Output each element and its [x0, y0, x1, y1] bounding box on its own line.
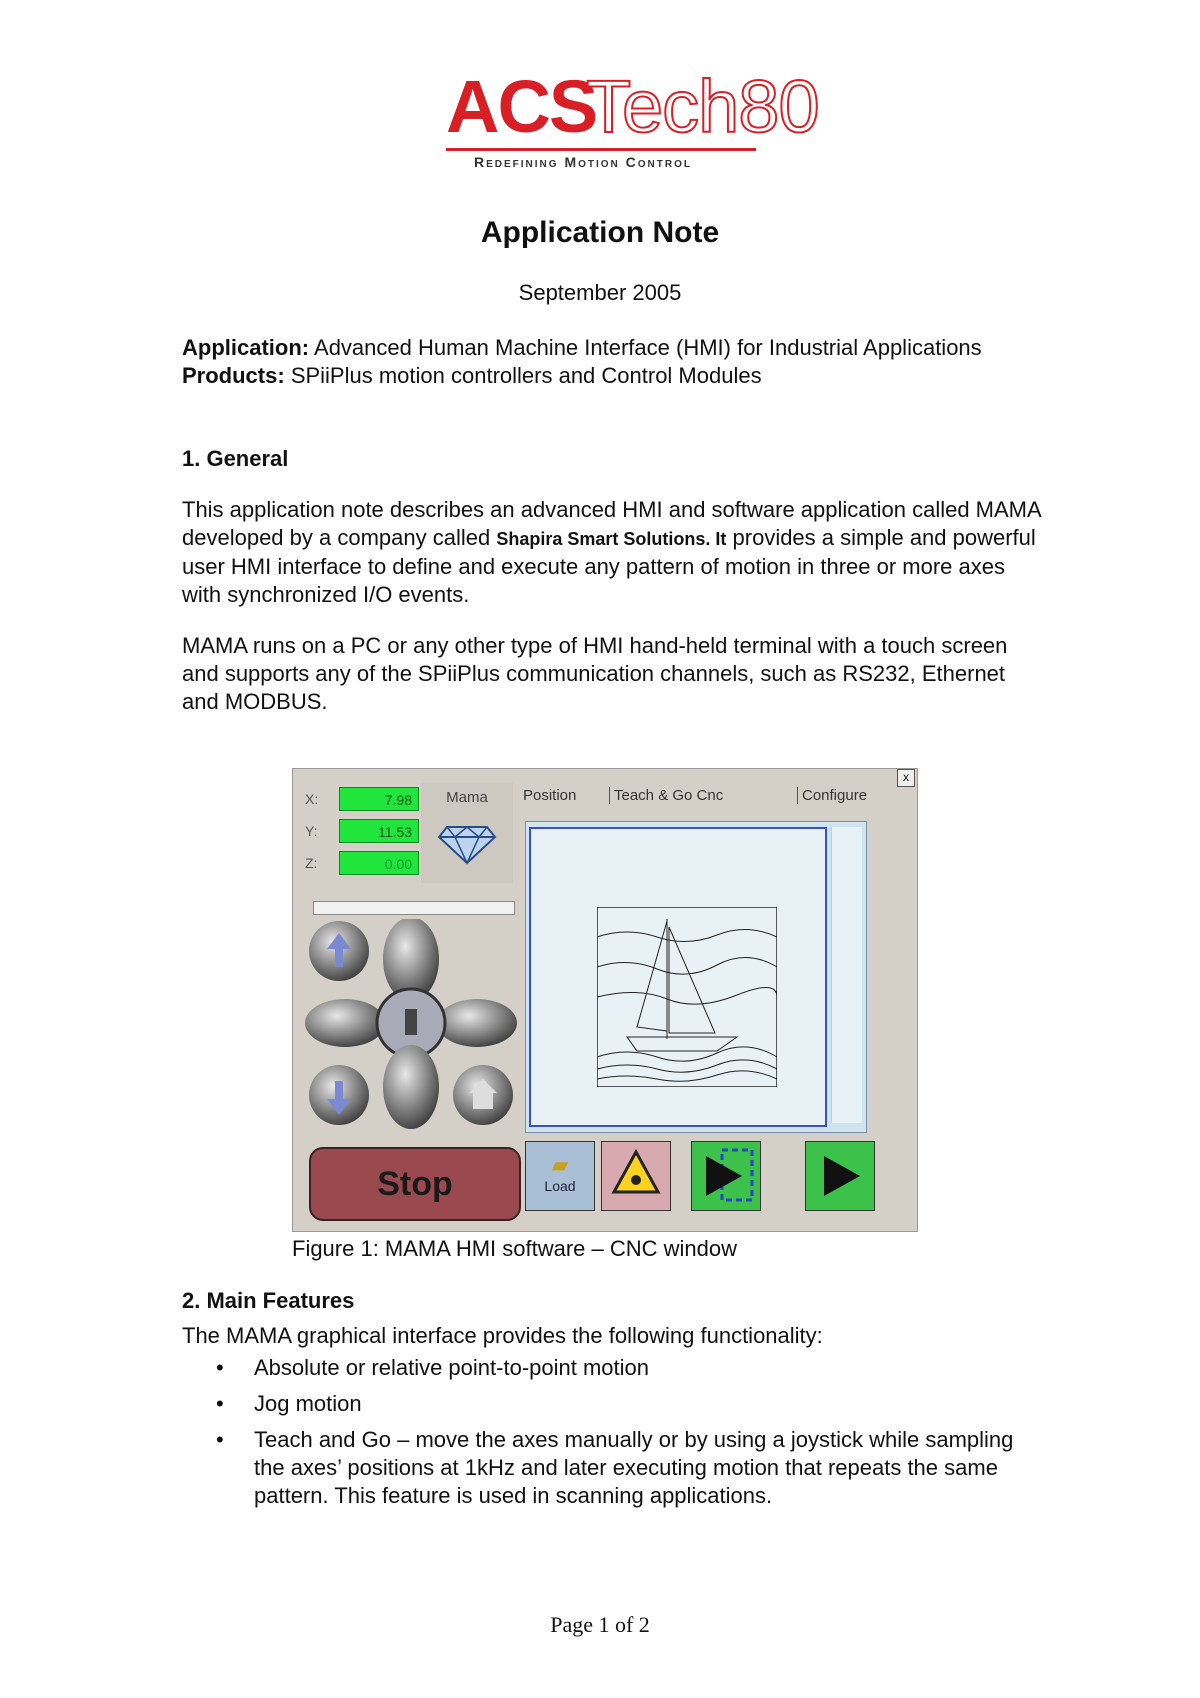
feature-list — [182, 1354, 1042, 1518]
logo-rule — [446, 148, 756, 151]
axis-label: Z: — [305, 855, 318, 871]
tab-configure[interactable]: Configure — [797, 787, 867, 804]
document-date: September 2005 — [518, 280, 682, 305]
axis-value: 7.98 — [339, 787, 419, 811]
axis-value: 11.53 — [339, 819, 419, 843]
list-item: • Jog motion — [182, 1390, 1042, 1418]
p1-company: Shapira Smart Solutions. It — [496, 529, 727, 549]
load-button[interactable] — [525, 1141, 595, 1211]
jog-right-button[interactable] — [437, 999, 517, 1047]
application-text: Advanced Human Machine Interface (HMI) for Industrial Applications — [314, 335, 982, 360]
axis-label: Y: — [305, 823, 318, 839]
diamond-icon — [437, 815, 497, 865]
play-icon — [806, 1142, 874, 1210]
section-2-heading: 2. Main Features — [182, 1288, 355, 1313]
company-logo — [446, 65, 819, 170]
speed-slider[interactable] — [313, 901, 515, 915]
sailboat-drawing — [597, 907, 777, 1087]
application-label: Application: — [182, 335, 310, 360]
folder-icon: ▰ — [551, 1152, 569, 1177]
jog-pad — [305, 919, 517, 1129]
stop-button[interactable]: Stop — [309, 1147, 521, 1221]
logo-brand-right: Tech80 — [586, 65, 819, 148]
section-2-intro: The MAMA graphical interface provides the following functionality: — [182, 1323, 823, 1348]
p1-text-b: provides a simple and powerful user HMI interface to define and execute any pattern of motion in three or more axes with synchronized I/O events. — [182, 525, 1036, 607]
page-title: Application Note — [480, 216, 720, 249]
p1-text-a: This application note describes an advanced HMI and software application called MAMA developed by a company called — [182, 497, 1041, 550]
close-icon[interactable]: x — [897, 769, 915, 787]
mama-logo-box — [421, 783, 513, 883]
preview-scrollbar[interactable] — [831, 827, 862, 1123]
tab-position[interactable]: Position — [523, 787, 577, 804]
run-button[interactable] — [805, 1141, 875, 1211]
products-label: Products: — [182, 363, 285, 388]
jog-down-button[interactable] — [383, 1045, 439, 1129]
mama-label: Mama — [446, 789, 488, 806]
jog-left-button[interactable] — [305, 999, 385, 1047]
step-play-icon — [692, 1142, 760, 1210]
products-text: SPiiPlus motion controllers and Control Modules — [290, 363, 762, 388]
axis-label: X: — [305, 791, 319, 807]
step-run-button[interactable] — [691, 1141, 761, 1211]
logo-tagline: Redefining Motion Control — [474, 154, 692, 170]
axis-value: 0.00 — [339, 851, 419, 875]
hmi-screenshot — [292, 768, 918, 1232]
section-1-paragraph-1 — [182, 496, 1042, 609]
figure-caption: Figure 1: MAMA HMI software – CNC window — [292, 1236, 738, 1261]
warning-icon — [606, 1142, 666, 1202]
laser-warning-button[interactable] — [601, 1141, 671, 1211]
tab-teach-and-go-cnc[interactable]: Teach & Go Cnc — [609, 787, 723, 804]
application-line — [182, 334, 1042, 390]
cnc-preview-canvas — [529, 827, 827, 1127]
section-1-heading: 1. General — [182, 446, 289, 471]
section-1-paragraph-2: MAMA runs on a PC or any other type of HMI hand-held terminal with a touch screen and supports any of the SPiiPlus communication channels, such as RS232, Ethernet and MODBUS. — [182, 633, 1008, 714]
list-item: • Teach and Go – move the axes manually or by using a joystick while sampling the axes’ positions at 1kHz and later executing motion that repeats the same pattern. This feature is used in scanning applications. — [182, 1426, 1042, 1510]
load-label: Load — [544, 1178, 576, 1194]
list-item: • Absolute or relative point-to-point motion — [182, 1354, 1042, 1382]
tab-bar — [523, 781, 893, 809]
page-footer: Page 1 of 2 — [550, 1612, 650, 1637]
logo-brand-left: ACS — [446, 65, 597, 148]
